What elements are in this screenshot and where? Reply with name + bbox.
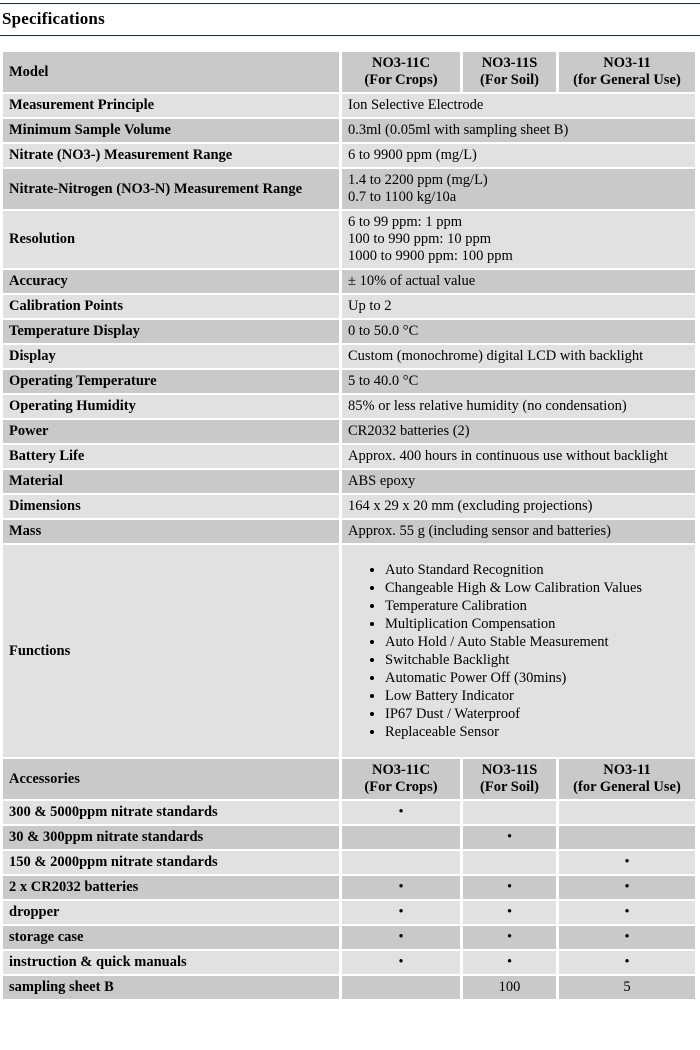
spec-row-display [3,345,695,368]
spec-table [0,50,698,1001]
spec-row-dimensions [3,495,695,518]
spec-label: Accuracy [3,270,339,293]
accessory-mark-soil: • [463,901,556,924]
accessory-mark-general: • [559,951,695,974]
spec-value: Approx. 400 hours in continuous use without backlight [342,445,695,468]
model-name: NO3-11C [372,55,430,71]
spec-label: Resolution [3,211,339,268]
spec-label: Battery Life [3,445,339,468]
function-item: • Replaceable Sensor [385,723,689,741]
value-line: 1000 to 9900 ppm: 100 ppm [348,248,513,264]
accessory-mark-crops: • [342,926,460,949]
value-line: 6 to 99 ppm: 1 ppm [348,214,462,230]
accessory-mark-general: • [559,876,695,899]
functions-list [348,561,689,741]
accessory-mark-crops: • [342,801,460,824]
model-name: NO3-11 [603,762,651,778]
model-name: NO3-11 [603,55,651,71]
function-item: • Auto Standard Recognition [385,561,689,579]
spec-label: Display [3,345,339,368]
accessory-label: 300 & 5000ppm nitrate standards [3,801,339,824]
accessories-column-no3-11c [342,759,460,799]
accessory-mark-soil: • [463,926,556,949]
spec-label: Calibration Points [3,295,339,318]
accessory-label: 2 x CR2032 batteries [3,876,339,899]
spec-label: Temperature Display [3,320,339,343]
model-column-no3-11 [559,52,695,92]
accessory-mark-crops: • [342,876,460,899]
value-line: 1.4 to 2200 ppm (mg/L) [348,172,488,188]
spec-value [342,169,695,209]
accessories-header-row [3,759,695,799]
function-item: • Auto Hold / Auto Stable Measurement [385,633,689,651]
spec-row-functions [3,545,695,757]
function-item: • IP67 Dust / Waterproof [385,705,689,723]
accessory-mark-soil: • [463,951,556,974]
accessory-row-storage-case [3,926,695,949]
spec-row-material [3,470,695,493]
accessory-row-batteries [3,876,695,899]
spec-row-operating-humidity [3,395,695,418]
page-title: Specifications [0,3,700,36]
accessory-row-dropper [3,901,695,924]
model-name: NO3-11S [481,55,538,71]
accessory-label: instruction & quick manuals [3,951,339,974]
model-subtitle: (For Crops) [364,779,438,795]
model-column-no3-11c [342,52,460,92]
spec-label: Nitrate-Nitrogen (NO3-N) Measurement Range [3,169,339,209]
spec-row-mass [3,520,695,543]
spec-value: 5 to 40.0 °C [342,370,695,393]
model-subtitle: (For Crops) [364,72,438,88]
accessory-mark-general: • [559,851,695,874]
spec-page [0,3,700,1001]
spec-label: Operating Humidity [3,395,339,418]
accessory-mark-general [559,826,695,849]
accessory-mark-general [559,801,695,824]
spec-value: ABS epoxy [342,470,695,493]
spec-value: 0 to 50.0 °C [342,320,695,343]
model-subtitle: (for General Use) [573,779,681,795]
spec-row-calibration-points [3,295,695,318]
spec-value: Up to 2 [342,295,695,318]
model-header-label: Model [3,52,339,92]
accessories-column-no3-11 [559,759,695,799]
spec-label: Material [3,470,339,493]
spec-value: 6 to 9900 ppm (mg/L) [342,144,695,167]
accessory-mark-crops [342,851,460,874]
accessory-mark-crops: • [342,951,460,974]
spec-value: Approx. 55 g (including sensor and batteries) [342,520,695,543]
spec-row-accuracy [3,270,695,293]
accessory-mark-crops: • [342,901,460,924]
spec-label: Functions [3,545,339,757]
accessory-qty-general: 5 [559,976,695,999]
spec-row-nitrate-nitrogen-range [3,169,695,209]
spec-row-measurement-principle [3,94,695,117]
model-subtitle: (for General Use) [573,72,681,88]
accessory-row-150-2000ppm [3,851,695,874]
accessory-row-30-300ppm [3,826,695,849]
model-subtitle: (For Soil) [480,779,539,795]
function-item: • Automatic Power Off (30mins) [385,669,689,687]
spec-value [342,211,695,268]
spec-value: Custom (monochrome) digital LCD with backlight [342,345,695,368]
accessory-mark-soil [463,801,556,824]
accessory-label: 150 & 2000ppm nitrate standards [3,851,339,874]
accessory-row-manuals [3,951,695,974]
accessory-qty-crops [342,976,460,999]
accessory-mark-soil: • [463,826,556,849]
spec-row-resolution [3,211,695,268]
accessory-mark-soil: • [463,876,556,899]
spec-label: Dimensions [3,495,339,518]
accessory-label: storage case [3,926,339,949]
spec-value: ± 10% of actual value [342,270,695,293]
accessories-header-label: Accessories [3,759,339,799]
accessory-label: 30 & 300ppm nitrate standards [3,826,339,849]
spec-label: Operating Temperature [3,370,339,393]
spec-label: Power [3,420,339,443]
function-item: • Multiplication Compensation [385,615,689,633]
spec-row-battery-life [3,445,695,468]
spec-row-nitrate-range [3,144,695,167]
spec-row-power [3,420,695,443]
spec-row-temperature-display [3,320,695,343]
accessory-row-sampling-sheet-b [3,976,695,999]
spec-value: 0.3ml (0.05ml with sampling sheet B) [342,119,695,142]
spec-value: CR2032 batteries (2) [342,420,695,443]
function-item: • Switchable Backlight [385,651,689,669]
accessory-mark-general: • [559,901,695,924]
accessory-label: dropper [3,901,339,924]
spec-value [342,545,695,757]
accessory-qty-soil: 100 [463,976,556,999]
spec-label: Measurement Principle [3,94,339,117]
spec-row-minimum-sample-volume [3,119,695,142]
function-item: • Temperature Calibration [385,597,689,615]
spec-label: Mass [3,520,339,543]
accessory-row-300-5000ppm [3,801,695,824]
model-header-row [3,52,695,92]
spec-value: 164 x 29 x 20 mm (excluding projections) [342,495,695,518]
function-item: • Changeable High & Low Calibration Values [385,579,689,597]
spec-row-operating-temperature [3,370,695,393]
accessory-label: sampling sheet B [3,976,339,999]
value-line: 100 to 990 ppm: 10 ppm [348,231,491,247]
value-line: 0.7 to 1100 kg/10a [348,189,457,205]
model-subtitle: (For Soil) [480,72,539,88]
function-item: • Low Battery Indicator [385,687,689,705]
accessory-mark-soil [463,851,556,874]
model-column-no3-11s [463,52,556,92]
accessory-mark-general: • [559,926,695,949]
accessories-column-no3-11s [463,759,556,799]
spec-label: Nitrate (NO3-) Measurement Range [3,144,339,167]
model-name: NO3-11C [372,762,430,778]
spec-value: Ion Selective Electrode [342,94,695,117]
model-name: NO3-11S [481,762,538,778]
spec-value: 85% or less relative humidity (no condensation) [342,395,695,418]
accessory-mark-crops [342,826,460,849]
spec-label: Minimum Sample Volume [3,119,339,142]
